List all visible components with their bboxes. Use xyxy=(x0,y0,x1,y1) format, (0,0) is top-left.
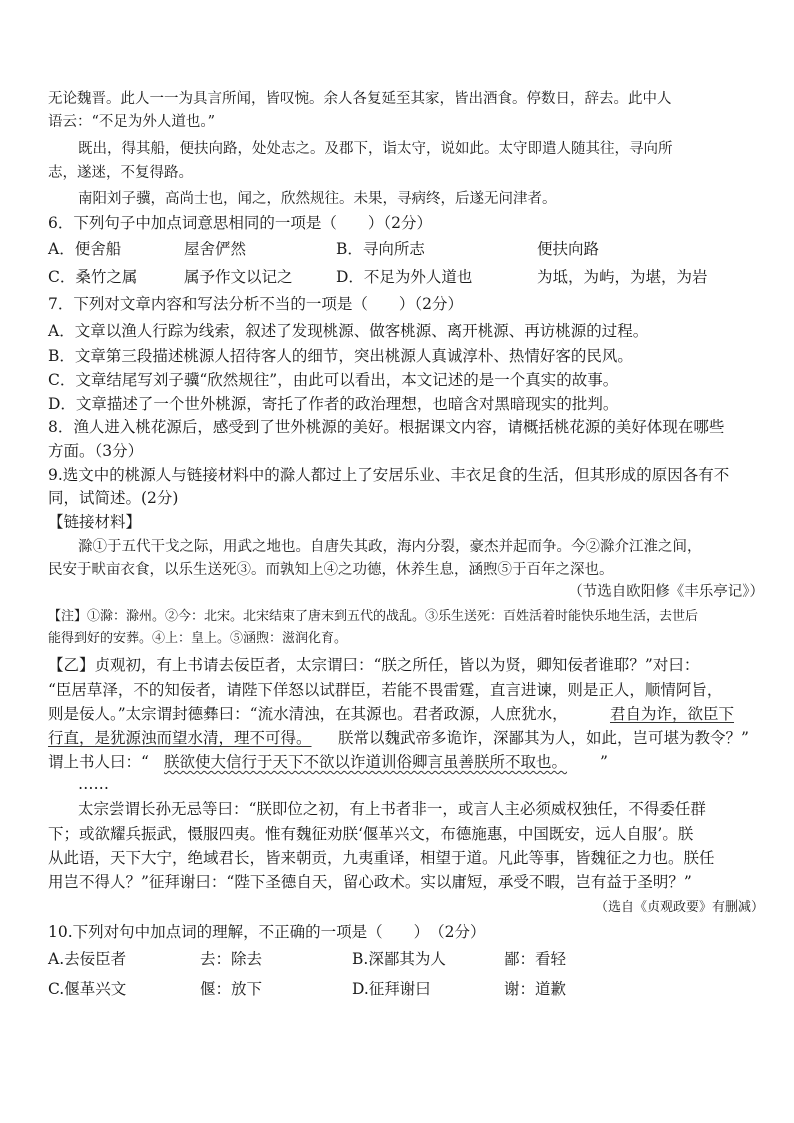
passage-line: 语云：“不足为外人道也。” xyxy=(48,114,216,130)
q7-option-d: D．文章描述了一个世外桃源，寄托了作者的政治理想，也暗含对黑暗现实的批判。 xyxy=(48,395,619,413)
passage-yi-line: “臣居草泽，不的知佞者，请陛下佯怒以试群臣，若能不畏雷霆，直言进谏，则是正人，顺情阿旨， xyxy=(48,681,723,699)
link-material-note: 能得到好的安葬。④上：皇上。⑤涵煦：滋润化育。 xyxy=(48,631,348,646)
underlined-sentence: 行直，是犹源浊而望水清，理不可得。 xyxy=(48,729,312,747)
q6-option-c-pair: 属予作文以记之 xyxy=(184,268,293,286)
q6-option-a-pair: 屋舍俨然 xyxy=(184,240,247,258)
question-9-line: 9.选文中的桃源人与链接材料中的滁人都过上了安居乐业、丰衣足食的生活，但其形成的原因各有不 xyxy=(48,466,730,484)
passage-yi-line: 太宗尝谓长孙无忌等曰：“朕即位之初，有上书者非一，或言人主必须威权独任，不得委任群 xyxy=(78,800,706,818)
q6-option-b: B．寻向所志 xyxy=(336,240,425,258)
passage-yi-line: 则是佞人。”太宗谓封德彝曰：“流水清浊，在其源也。君者政源，人庶犹水， xyxy=(48,705,568,723)
q6-option-d-pair: 为坻，为屿，为堪，为岩 xyxy=(537,268,708,286)
q10-option-a-gloss: 去：除去 xyxy=(200,950,263,968)
passage-yi-source: （选自《贞观政要》有删减） xyxy=(594,900,764,915)
q7-option-a: A．文章以渔人行踪为线索，叙述了发现桃源、做客桃源、离开桃源、再访桃源的过程。 xyxy=(48,322,649,340)
question-8-line: 方面。（3分） xyxy=(48,442,144,460)
question-10-stem: 10.下列对句中加点词的理解，不正确的一项是（ ） （2分） xyxy=(48,923,486,941)
wavy-underlined-sentence: 朕欲使大信行于天下不欲以诈道训俗卿言虽善朕所不取也。 xyxy=(164,753,568,771)
link-material-line: 滁①于五代干戈之际，用武之地也。自唐失其政，海内分裂，豪杰并起而争。今②滁介江淮之间， xyxy=(78,539,702,555)
passage-yi-line: 谓上书人曰：“ xyxy=(48,753,149,771)
passage-line: 南阳刘子骥，高尚士也，闻之，欣然规往。未果，寻病终，后遂无问津者。 xyxy=(78,191,557,207)
link-material-note: 【注】①滁：滁州。②今：北宋。北宋结束了唐末到五代的战乱。③乐生送死：百姓活着时能快乐地生活，去世后 xyxy=(48,609,699,624)
q10-option-c-gloss: 偃：放下 xyxy=(200,980,263,998)
passage-yi-line: ” xyxy=(600,753,608,771)
q10-option-d: D.征拜谢曰 xyxy=(352,980,431,998)
q10-option-b: B.深鄙其为人 xyxy=(352,950,446,968)
passage-yi-line: 【乙】贞观初，有上书请去佞臣者，太宗谓曰：“朕之所任，皆以为贤，卿知佞者谁耶？”对曰： xyxy=(48,656,700,674)
link-material-heading: 【链接材料】 xyxy=(48,513,142,531)
passage-yi-line: 朕常以魏武帝多诡诈，深鄙其为人，如此，岂可堪为教令？” xyxy=(338,729,749,747)
passage-line: 志，遂迷，不复得路。 xyxy=(48,165,193,181)
passage-line: 既出，得其船，便扶向路，处处志之。及郡下，诣太守，说如此。太守即遣人随其往，寻向所 xyxy=(78,141,673,157)
q10-option-b-gloss: 鄙：看轻 xyxy=(504,950,567,968)
q6-option-a: A．便舍船 xyxy=(48,240,122,258)
link-material-source: （节选自欧阳修《丰乐亭记》） xyxy=(568,584,764,600)
question-8-line: 8．渔人进入桃花源后，感受到了世外桃源的美好。根据课文内容，请概括桃花源的美好体现在哪些 xyxy=(48,418,725,436)
passage-yi-line: 下；或欲耀兵振武，慑服四夷。惟有魏征劝朕‘偃革兴文，布德施惠，中国既安，远人自服’。朕 xyxy=(48,825,694,843)
q10-option-c: C.偃革兴文 xyxy=(48,980,127,998)
q6-option-c: C．桑竹之属 xyxy=(48,268,138,286)
q10-option-a: A.去佞臣者 xyxy=(48,950,127,968)
underlined-sentence: 君自为诈，欲臣下 xyxy=(610,705,735,723)
passage-ellipsis: …… xyxy=(78,775,109,793)
q6-option-d: D．不足为外人道也 xyxy=(336,268,473,286)
q10-option-d-gloss: 谢：道歉 xyxy=(504,980,567,998)
link-material-line: 民安于畎亩衣食，以乐生送死③。而孰知上④之功德，休养生息，涵煦⑤于百年之深也。 xyxy=(48,562,614,578)
q6-option-b-pair: 便扶向路 xyxy=(537,240,600,258)
passage-line: 无论魏晋。此人一一为具言所闻，皆叹惋。余人各复延至其家，皆出酒食。停数日，辞去。此中人 xyxy=(48,91,672,107)
passage-yi-line: 用岂不得人？”征拜谢曰：“陛下圣德自天，留心政术。实以庸短，承受不暇，岂有益于圣明？” xyxy=(48,873,692,891)
passage-yi-line: 从此语，天下大宁，绝域君长，皆来朝贡，九夷重译，相望于道。凡此等事，皆魏征之力也。朕任 xyxy=(48,849,715,867)
q7-option-b: B．文章第三段描述桃源人招待客人的细节，突出桃源人真诚淳朴、热情好客的民风。 xyxy=(48,347,633,365)
q7-option-c: C．文章结尾写刘子骥“欣然规往”，由此可以看出，本文记述的是一个真实的故事。 xyxy=(48,371,619,389)
question-7-stem: 7．下列对文章内容和写法分析不当的一项是（ ）（2分） xyxy=(48,295,463,313)
question-6-stem: 6．下列句子中加点词意思相同的一项是（ ）（2分） xyxy=(48,214,432,232)
question-9-line: 同，试简述。(2分) xyxy=(48,489,179,507)
